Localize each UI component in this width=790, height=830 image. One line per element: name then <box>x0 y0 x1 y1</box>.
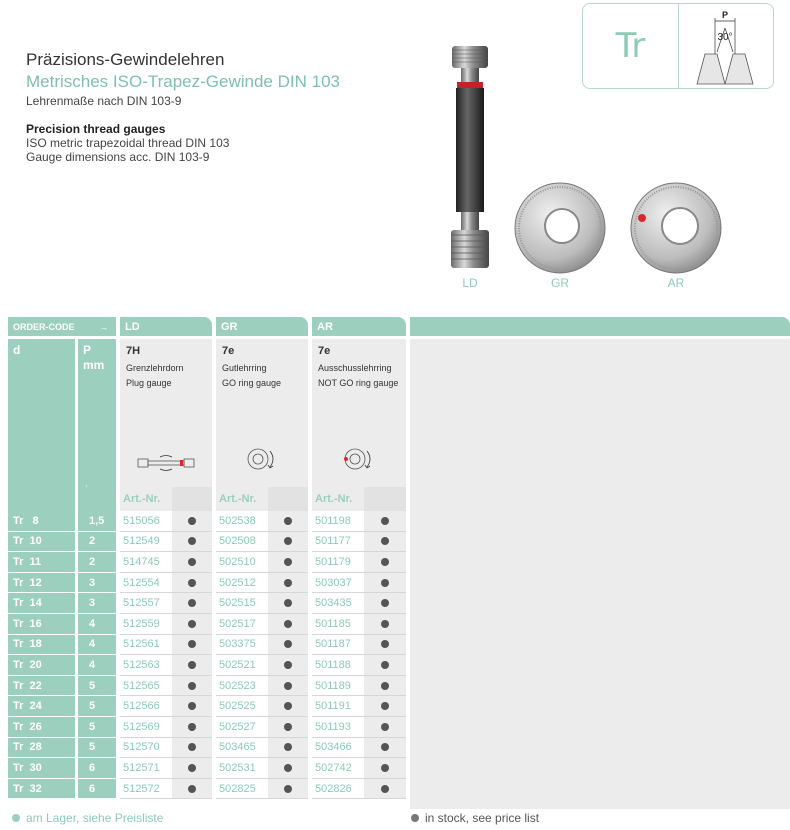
table-row <box>8 676 408 697</box>
stock-dot-icon <box>381 764 389 772</box>
ld-stock-cell <box>172 738 212 759</box>
stock-dot-icon <box>188 620 196 628</box>
subtitle-en: ISO metric trapezoidal thread DIN 103 <box>26 136 230 150</box>
profile-angle-label: 30° <box>717 32 733 43</box>
stock-dot-icon <box>381 702 389 710</box>
gr-stock-cell <box>268 676 308 697</box>
thread-size-cell: Tr 16 <box>8 614 75 635</box>
ld-stock-cell <box>172 655 212 676</box>
ar-stock-cell <box>364 655 406 676</box>
ar-stock-cell <box>364 779 406 800</box>
ld-art-nr-cell: 512569 <box>120 717 172 738</box>
ar-stock-cell <box>364 738 406 759</box>
ar-stock-cell <box>364 717 406 738</box>
stock-dot-icon <box>381 785 389 793</box>
table-row <box>8 573 408 594</box>
gr-column-header: GR <box>216 317 308 336</box>
thread-size-cell: Tr 11 <box>8 552 75 573</box>
order-code-header <box>8 317 116 336</box>
stock-dot-icon <box>188 702 196 710</box>
p-unit: mm <box>83 358 105 372</box>
not-go-ring-icon <box>339 446 379 472</box>
thread-type-badge <box>582 3 774 89</box>
ar-stock-cell <box>364 593 406 614</box>
thread-size-cell: Tr 14 <box>8 593 75 614</box>
ld-art-nr-cell: 512549 <box>120 532 172 553</box>
stock-dot-icon <box>411 814 419 822</box>
ar-label: AR <box>667 276 685 290</box>
ld-stock-cell <box>172 573 212 594</box>
thread-code: Tr <box>583 4 679 88</box>
thread-size-cell: Tr 18 <box>8 635 75 656</box>
thread-size-cell: Tr 30 <box>8 758 75 779</box>
stock-dot-icon <box>381 517 389 525</box>
pitch-cell: 4 <box>78 635 116 656</box>
gr-art-nr-cell: 502825 <box>216 779 268 800</box>
ar-column-header: AR <box>312 317 406 336</box>
gr-art-nr-cell: 502517 <box>216 614 268 635</box>
legend-right-text: in stock, see price list <box>425 811 540 825</box>
pitch-cell: 2 <box>78 532 116 553</box>
header <box>26 50 340 164</box>
gr-art-nr-cell: 502508 <box>216 532 268 553</box>
arrow-right-icon: → <box>99 321 108 332</box>
thread-size-cell: Tr 28 <box>8 738 75 759</box>
ar-art-nr-cell: 501191 <box>312 696 364 717</box>
gr-stock-cell <box>268 779 308 800</box>
gr-art-nr-cell: 502515 <box>216 593 268 614</box>
ar-stock-cell <box>364 614 406 635</box>
ld-art-nr-cell: 512563 <box>120 655 172 676</box>
ar-art-nr-cell: 502826 <box>312 779 364 800</box>
gr-stock-cell <box>268 552 308 573</box>
stock-dot-icon <box>284 517 292 525</box>
p-column-head <box>78 339 116 502</box>
ar-art-nr-cell: 501188 <box>312 655 364 676</box>
ld-stock-cell <box>172 511 212 532</box>
gr-label: GR <box>551 276 569 290</box>
ar-art-nr-cell: 501185 <box>312 614 364 635</box>
ld-stock-cell <box>172 676 212 697</box>
gr-stock-cell <box>268 593 308 614</box>
table-body <box>8 511 408 799</box>
ld-art-nr-cell: 512565 <box>120 676 172 697</box>
ld-stock-cell <box>172 758 212 779</box>
ld-art-nr-cell: 512572 <box>120 779 172 800</box>
pitch-cell: 6 <box>78 779 116 800</box>
gr-description <box>216 339 308 502</box>
table-row <box>8 758 408 779</box>
subtitle-de: Metrisches ISO-Trapez-Gewinde DIN 103 <box>26 72 340 91</box>
ld-stock-cell <box>172 614 212 635</box>
table-row <box>8 552 408 573</box>
gr-art-nr-cell: 502523 <box>216 676 268 697</box>
ld-column-header: LD <box>120 317 212 336</box>
stock-dot-icon <box>188 579 196 587</box>
dims-de: Lehrenmaße nach DIN 103-9 <box>26 94 182 108</box>
gr-art-nr-cell: 502538 <box>216 511 268 532</box>
table-row <box>8 779 408 800</box>
stock-dot-icon <box>284 661 292 669</box>
stock-dot-icon <box>381 620 389 628</box>
stock-dot-icon <box>381 723 389 731</box>
empty-area <box>410 339 790 809</box>
stock-dot-icon <box>284 723 292 731</box>
thread-size-cell: Tr 10 <box>8 532 75 553</box>
ar-name-en: NOT GO ring gauge <box>318 378 399 388</box>
ld-stock-cell <box>172 593 212 614</box>
stock-dot-icon <box>284 682 292 690</box>
ld-art-nr-cell: 514745 <box>120 552 172 573</box>
table-row <box>8 532 408 553</box>
stock-dot-icon <box>284 702 292 710</box>
gr-stock-cell <box>268 655 308 676</box>
table-row <box>8 511 408 532</box>
thread-profile <box>679 4 773 88</box>
legend-left <box>12 811 163 825</box>
ld-stock-cell <box>172 717 212 738</box>
ld-art-nr-cell: 515056 <box>120 511 172 532</box>
ar-stock-cell <box>364 552 406 573</box>
ar-art-nr-cell: 503435 <box>312 593 364 614</box>
table-row <box>8 717 408 738</box>
thread-size-cell: Tr 24 <box>8 696 75 717</box>
pitch-cell: 6 <box>78 758 116 779</box>
table-row <box>8 696 408 717</box>
ld-art-nr-cell: 512570 <box>120 738 172 759</box>
table-row <box>8 593 408 614</box>
table-row <box>8 635 408 656</box>
ld-stock-cell <box>172 635 212 656</box>
legend-left-text: am Lager, siehe Preisliste <box>26 811 164 825</box>
ar-stock-cell <box>364 573 406 594</box>
pitch-cell: 5 <box>78 696 116 717</box>
table-row <box>8 655 408 676</box>
ld-tolerance-class: 7H <box>126 345 141 357</box>
plug-gauge-icon <box>136 454 196 472</box>
gr-art-nr-head: Art.-Nr. <box>216 487 308 511</box>
pitch-cell: 4 <box>78 614 116 635</box>
stock-dot-icon <box>188 640 196 648</box>
pitch-cell: 5 <box>78 676 116 697</box>
gr-stock-cell <box>268 614 308 635</box>
thread-size-cell: Tr 22 <box>8 676 75 697</box>
ar-art-nr-cell: 503466 <box>312 738 364 759</box>
gr-stock-cell <box>268 635 308 656</box>
stock-dot-icon <box>284 599 292 607</box>
stock-dot-icon <box>12 814 20 822</box>
trapezoid-thread-icon <box>679 4 773 88</box>
stock-dot-icon <box>188 723 196 731</box>
pitch-cell: 2 <box>78 552 116 573</box>
ar-art-nr-cell: 501177 <box>312 532 364 553</box>
order-code-label: ORDER-CODE <box>13 321 75 332</box>
title-en: Precision thread gauges <box>26 122 166 136</box>
gr-art-nr-cell: 502531 <box>216 758 268 779</box>
ar-art-nr-cell: 502742 <box>312 758 364 779</box>
plug-gauge-image <box>445 42 495 277</box>
ar-stock-cell <box>364 635 406 656</box>
ar-stock-cell <box>364 532 406 553</box>
thread-size-cell: Tr 20 <box>8 655 75 676</box>
ar-art-nr-head: Art.-Nr. <box>312 487 406 511</box>
stock-dot-icon <box>381 558 389 566</box>
stock-dot-icon <box>381 537 389 545</box>
ld-art-nr-cell: 512566 <box>120 696 172 717</box>
ar-art-nr-cell: 503037 <box>312 573 364 594</box>
table-row <box>8 614 408 635</box>
ld-art-nr-head: Art.-Nr. <box>120 487 212 511</box>
ld-art-nr-cell: 512561 <box>120 635 172 656</box>
stock-dot-icon <box>188 682 196 690</box>
stock-dot-icon <box>284 743 292 751</box>
gr-art-nr-cell: 502521 <box>216 655 268 676</box>
stock-dot-icon <box>188 785 196 793</box>
gr-art-nr-cell: 502525 <box>216 696 268 717</box>
ar-stock-cell <box>364 676 406 697</box>
ar-stock-cell <box>364 696 406 717</box>
gr-stock-cell <box>268 696 308 717</box>
pitch-cell: 1,5 <box>78 511 116 532</box>
ld-art-nr-cell: 512557 <box>120 593 172 614</box>
ar-name-de: Ausschusslehrring <box>318 363 392 373</box>
go-ring-image <box>512 180 608 281</box>
gr-stock-cell <box>268 758 308 779</box>
pitch-cell: 3 <box>78 593 116 614</box>
ld-stock-cell <box>172 552 212 573</box>
ld-name-en: Plug gauge <box>126 378 172 388</box>
gr-art-nr-cell: 503375 <box>216 635 268 656</box>
pitch-cell: 4 <box>78 655 116 676</box>
ar-stock-cell <box>364 758 406 779</box>
ld-stock-cell <box>172 779 212 800</box>
stock-dot-icon <box>284 620 292 628</box>
ar-description <box>312 339 406 502</box>
title-de: Präzisions-Gewindelehren <box>26 50 225 69</box>
stock-dot-icon <box>284 785 292 793</box>
ld-label: LD <box>462 276 478 290</box>
thread-size-cell: Tr 26 <box>8 717 75 738</box>
ar-stock-cell <box>364 511 406 532</box>
thread-size-cell: Tr 12 <box>8 573 75 594</box>
ar-art-nr-cell: 501193 <box>312 717 364 738</box>
gr-stock-cell <box>268 511 308 532</box>
stock-dot-icon <box>188 599 196 607</box>
ar-art-nr-cell: 501189 <box>312 676 364 697</box>
stock-dot-icon <box>188 537 196 545</box>
gr-stock-cell <box>268 717 308 738</box>
gr-art-nr-cell: 502512 <box>216 573 268 594</box>
ring-gauge-icon <box>242 446 282 472</box>
stock-dot-icon <box>284 537 292 545</box>
pitch-cell: 3 <box>78 573 116 594</box>
stock-dot-icon <box>284 640 292 648</box>
ar-tolerance-class: 7e <box>318 345 331 357</box>
stock-dot-icon <box>188 764 196 772</box>
gr-name-de: Gutlehrring <box>222 363 267 373</box>
ld-stock-cell <box>172 696 212 717</box>
gr-stock-cell <box>268 738 308 759</box>
thread-size-cell: Tr 8 <box>8 511 75 532</box>
gr-stock-cell <box>268 573 308 594</box>
ld-art-nr-cell: 512571 <box>120 758 172 779</box>
gr-tolerance-class: 7e <box>222 345 235 357</box>
gr-art-nr-cell: 503465 <box>216 738 268 759</box>
ar-art-nr-cell: 501198 <box>312 511 364 532</box>
stock-dot-icon <box>381 640 389 648</box>
p-label: P <box>83 343 92 357</box>
stock-dot-icon <box>284 579 292 587</box>
ar-art-nr-cell: 501187 <box>312 635 364 656</box>
stock-dot-icon <box>188 743 196 751</box>
ld-description <box>120 339 212 502</box>
legend-right <box>411 811 539 825</box>
thread-size-cell: Tr 32 <box>8 779 75 800</box>
stock-dot-icon <box>188 661 196 669</box>
ld-name-de: Grenzlehrdorn <box>126 363 184 373</box>
pitch-cell: 5 <box>78 717 116 738</box>
gr-name-en: GO ring gauge <box>222 378 282 388</box>
stock-dot-icon <box>284 558 292 566</box>
ld-art-nr-cell: 512559 <box>120 614 172 635</box>
d-column-head <box>8 339 75 502</box>
stock-dot-icon <box>284 764 292 772</box>
stock-dot-icon <box>381 682 389 690</box>
stock-dot-icon <box>188 558 196 566</box>
stock-dot-icon <box>381 743 389 751</box>
gr-art-nr-cell: 502527 <box>216 717 268 738</box>
gr-art-nr-cell: 502510 <box>216 552 268 573</box>
table-row <box>8 738 408 759</box>
gr-stock-cell <box>268 532 308 553</box>
ld-stock-cell <box>172 532 212 553</box>
empty-column-header <box>410 317 790 336</box>
ar-art-nr-cell: 501179 <box>312 552 364 573</box>
d-label: d <box>13 343 21 357</box>
ld-art-nr-cell: 512554 <box>120 573 172 594</box>
not-go-ring-image <box>628 180 724 281</box>
pitch-cell: 5 <box>78 738 116 759</box>
stock-dot-icon <box>188 517 196 525</box>
dims-en: Gauge dimensions acc. DIN 103-9 <box>26 150 210 164</box>
profile-p-label: P <box>721 10 729 20</box>
stock-dot-icon <box>381 661 389 669</box>
stock-dot-icon <box>381 579 389 587</box>
stock-dot-icon <box>381 599 389 607</box>
